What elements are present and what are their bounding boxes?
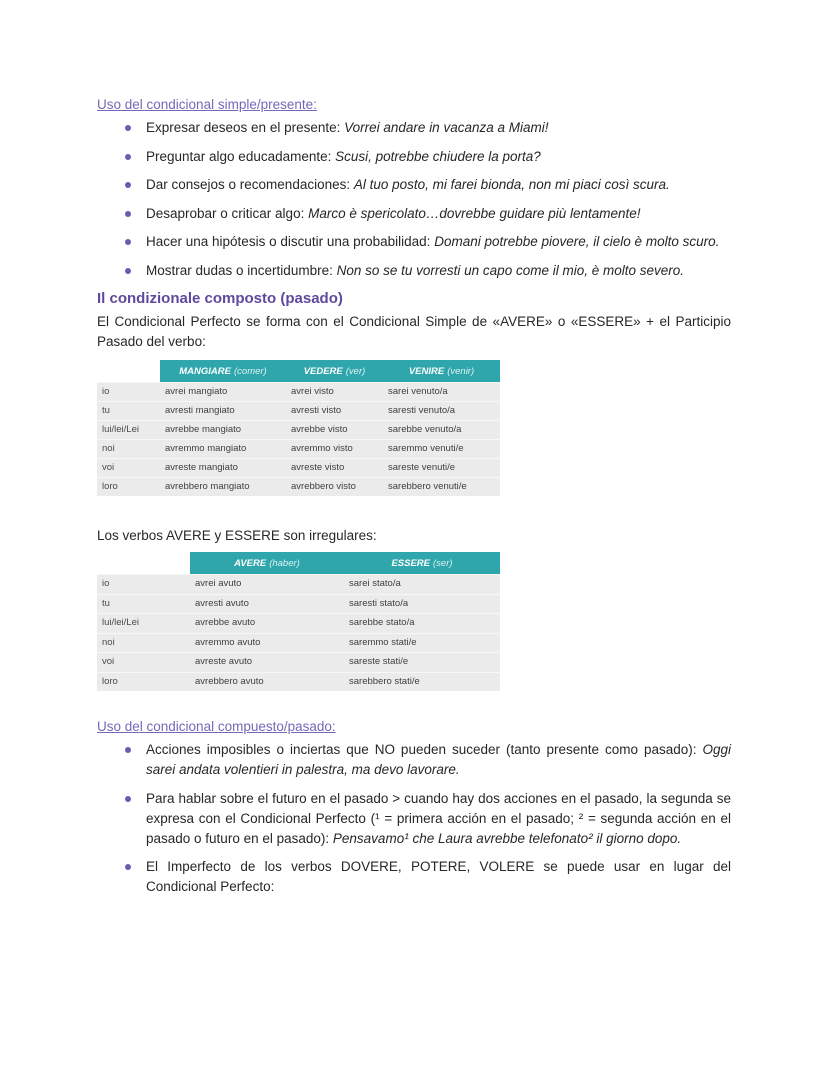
- table-cell: sarebbero venuti/e: [383, 477, 500, 496]
- table-cell: avrebbe mangiato: [160, 420, 286, 439]
- table-cell: sareste stati/e: [344, 652, 500, 672]
- list-item: [97, 740, 731, 780]
- verb-translation: (comer): [234, 365, 267, 377]
- table-header-avere: [190, 552, 344, 574]
- person-label: tu: [97, 594, 190, 614]
- person-label: noi: [97, 439, 160, 458]
- table-cell: avrei avuto: [190, 574, 344, 594]
- heading-condizionale-composto: Il condizionale composto (pasado): [97, 290, 343, 307]
- bullet-icon: [125, 796, 131, 802]
- table-cell: avrebbe avuto: [190, 613, 344, 633]
- verb-name: VEDERE: [303, 365, 343, 377]
- verb-name: AVERE: [234, 557, 267, 569]
- bullet-example: Marco è spericolato…dovrebbe guidare più lentamente!: [308, 205, 641, 221]
- person-label: voi: [97, 458, 160, 477]
- bullet-example: Al tuo posto, mi farei bionda, non mi piaci così scura.: [353, 177, 670, 192]
- table-cell: sarebbero stati/e: [344, 672, 500, 692]
- table-cell: sarei venuto/a: [383, 382, 500, 401]
- person-label: tu: [97, 401, 160, 420]
- bullet-icon: [125, 125, 131, 131]
- person-label: lui/lei/Lei: [97, 420, 160, 439]
- verb-translation: (venir): [447, 365, 475, 377]
- table-cell: avresti visto: [286, 401, 383, 420]
- table-cell: avrebbero visto: [286, 477, 383, 496]
- bullet-example: Oggi sarei andata volentieri in palestra, ma devo lavorare.: [146, 742, 731, 777]
- bullet-icon: [125, 211, 131, 217]
- table-cell: sarei stato/a: [344, 574, 500, 594]
- bullet-icon: [125, 182, 131, 188]
- table-cell: saremmo venuti/e: [383, 439, 500, 458]
- person-label: noi: [97, 633, 190, 653]
- list-item: [97, 261, 731, 281]
- bullet-icon: [125, 239, 131, 245]
- table-cell: avreste avuto: [190, 652, 344, 672]
- table-cell: avreste mangiato: [160, 458, 286, 477]
- table-cell: sarebbe stato/a: [344, 613, 500, 633]
- irregular-verbs-note: Los verbos AVERE y ESSERE son irregulares:: [97, 528, 377, 543]
- table-cell: avresti avuto: [190, 594, 344, 614]
- table-cell: saresti stato/a: [344, 594, 500, 614]
- table-cell: saremmo stati/e: [344, 633, 500, 653]
- bullet-label: Para hablar sobre el futuro en el pasado > cuando hay dos acciones en el pasado, la segunda se expresa con el Condicional Perfecto (¹ = primera acción en el pasado; ² = segunda acción en el pasado o futuro en el pasado):: [146, 790, 731, 846]
- bullet-icon: [125, 268, 131, 274]
- table-cell: sarebbe venuto/a: [383, 420, 500, 439]
- list-item: [97, 789, 731, 849]
- verb-name: VENIRE: [408, 365, 445, 377]
- table-cell: avrebbe visto: [286, 420, 383, 439]
- person-label: io: [97, 382, 160, 401]
- person-label: io: [97, 574, 190, 594]
- table-cell: avrebbero avuto: [190, 672, 344, 692]
- table-cell: saresti venuto/a: [383, 401, 500, 420]
- table-cell: avremmo visto: [286, 439, 383, 458]
- table-cell: sareste venuti/e: [383, 458, 500, 477]
- verb-name: MANGIARE: [179, 365, 231, 377]
- table-cell: avresti mangiato: [160, 401, 286, 420]
- list-item: [97, 204, 731, 224]
- person-label: voi: [97, 652, 190, 672]
- list-item: [97, 232, 731, 252]
- verb-name: ESSERE: [391, 557, 430, 569]
- conjugation-table-mangiare-vedere-venire: [97, 360, 500, 496]
- bullet-label: Expresar deseos en el presente:: [146, 120, 341, 135]
- bullet-example: Scusi, potrebbe chiudere la porta?: [335, 148, 541, 164]
- bullet-label: El Imperfecto de los verbos DOVERE, POTERE, VOLERE se puede usar en lugar del Condicional Perfecto:: [146, 859, 731, 894]
- bullet-icon: [125, 864, 131, 870]
- bullet-example: Non so se tu vorresti un capo come il mio, è molto severo.: [336, 262, 685, 278]
- person-label: lui/lei/Lei: [97, 613, 190, 633]
- bullet-label: Hacer una hipótesis o discutir una probabilidad:: [146, 234, 431, 249]
- bullet-label: Mostrar dudas o incertidumbre:: [146, 262, 333, 278]
- composto-intro-paragraph: El Condicional Perfecto se forma con el Condicional Simple de «AVERE» o «ESSERE» + el Participio Pasado del verbo:: [97, 314, 731, 349]
- table-cell: avrebbero mangiato: [160, 477, 286, 496]
- bullet-icon: [125, 747, 131, 753]
- conjugation-table-avere-essere: [97, 552, 500, 691]
- heading-uso-condicional-compuesto: Uso del condicional compuesto/pasado:: [97, 719, 336, 734]
- list-item: [97, 857, 731, 897]
- table-corner-cell: [97, 552, 190, 574]
- table-header-essere: [344, 552, 500, 574]
- list-item: [97, 147, 731, 167]
- person-label: loro: [97, 477, 160, 496]
- table-corner-cell: [97, 360, 160, 382]
- list-item: [97, 118, 731, 138]
- table-cell: avrei visto: [286, 382, 383, 401]
- compuesto-usage-list: [97, 740, 731, 897]
- list-item: [97, 175, 731, 195]
- table-cell: avreste visto: [286, 458, 383, 477]
- bullet-example: Vorrei andare in vacanza a Miami!: [344, 120, 549, 135]
- bullet-label: Dar consejos o recomendaciones:: [146, 177, 351, 192]
- bullet-icon: [125, 154, 131, 160]
- bullet-example: Pensavamo¹ che Laura avrebbe telefonato² il giorno dopo.: [332, 830, 682, 846]
- verb-translation: (ser): [433, 557, 453, 569]
- verb-translation: (ver): [345, 365, 366, 377]
- table-header-vedere: [286, 360, 383, 382]
- heading-uso-condicional-simple: Uso del condicional simple/presente:: [97, 97, 317, 112]
- table-cell: avremmo avuto: [190, 633, 344, 653]
- table-cell: avremmo mangiato: [160, 439, 286, 458]
- table-cell: avrei mangiato: [160, 382, 286, 401]
- person-label: loro: [97, 672, 190, 692]
- bullet-label: Acciones imposibles o inciertas que NO pueden suceder (tanto presente como pasado):: [146, 742, 697, 757]
- bullet-label: Desaprobar o criticar algo:: [146, 205, 305, 221]
- bullet-example: Domani potrebbe piovere, il cielo è molto scuro.: [434, 234, 720, 249]
- verb-translation: (haber): [269, 557, 300, 569]
- table-header-mangiare: [160, 360, 286, 382]
- simple-usage-list: [97, 118, 731, 281]
- bullet-label: Preguntar algo educadamente:: [146, 148, 332, 164]
- table-header-venire: [383, 360, 500, 382]
